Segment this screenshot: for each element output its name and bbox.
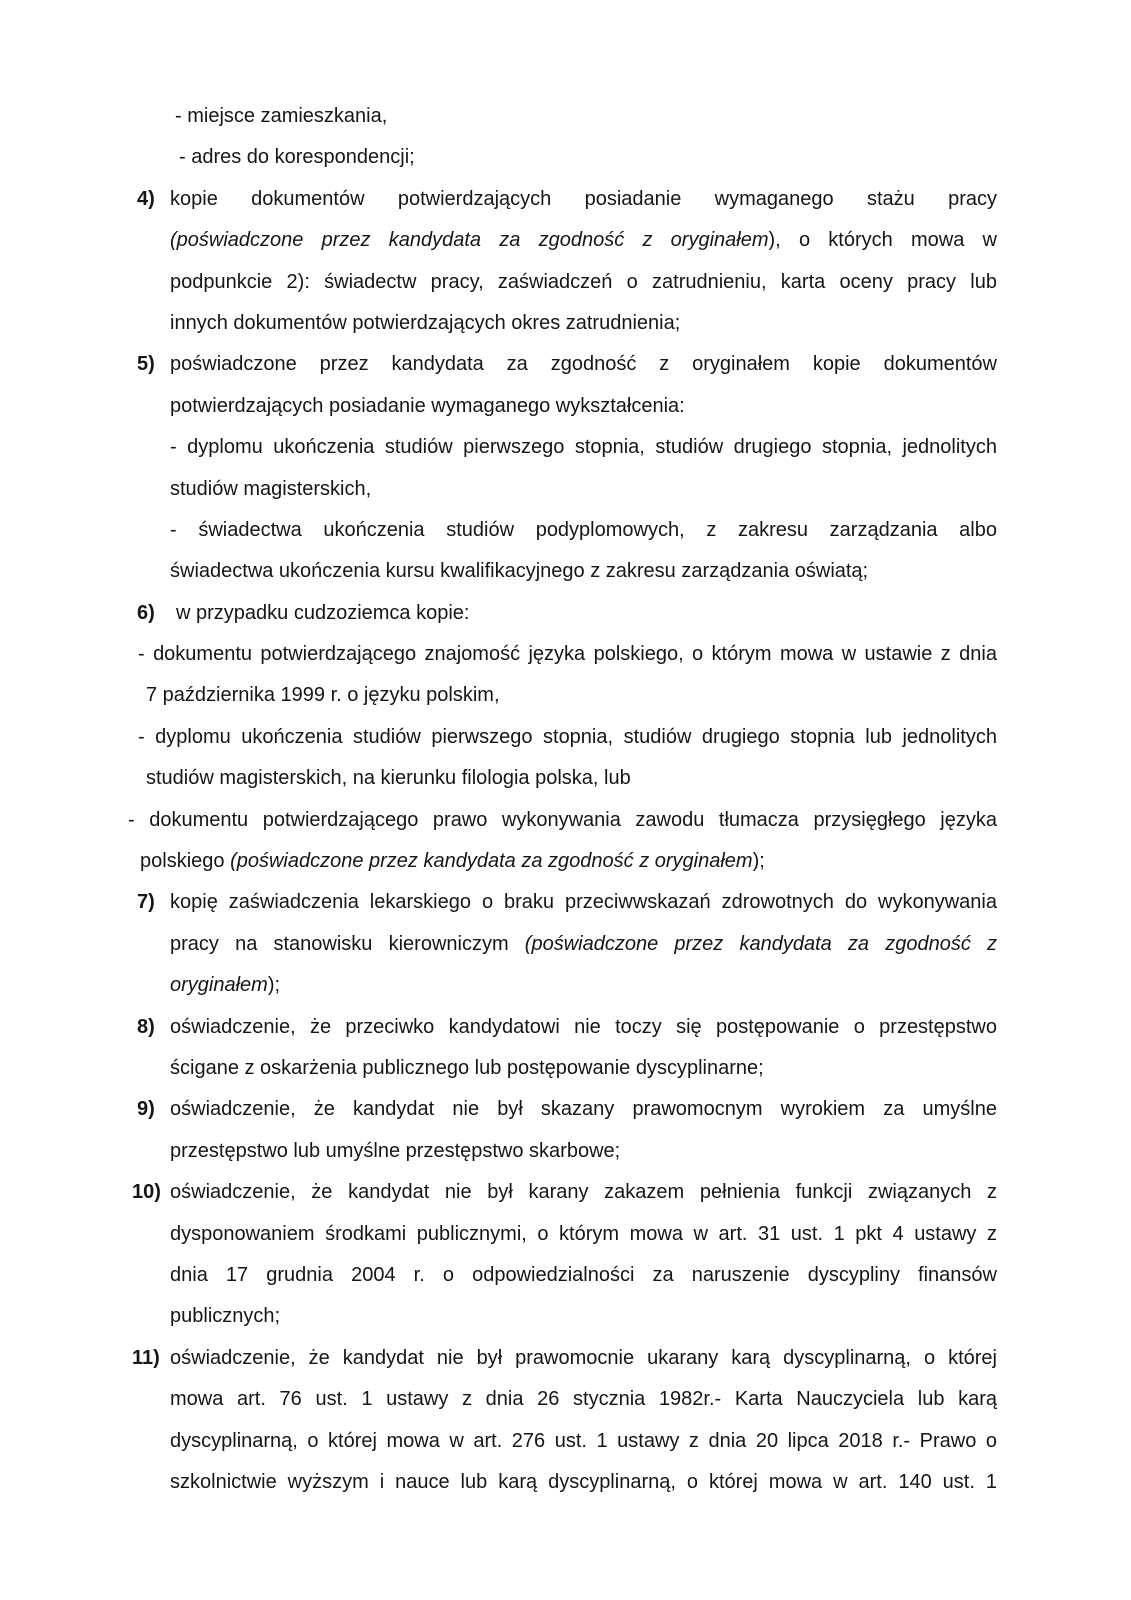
text-line-content <box>176 602 469 624</box>
text-line-content <box>170 188 997 210</box>
text-segment: ), o których mowa w <box>768 229 998 252</box>
text-line-content <box>170 1016 997 1038</box>
list-item-9 <box>137 1089 997 1172</box>
text-segment: w przypadku cudzoziemca kopie: <box>176 601 470 624</box>
text-line <box>146 758 997 799</box>
text-segment: - adres do korespondencji; <box>179 146 415 169</box>
list-number: 4) <box>137 187 155 210</box>
list-item-10 <box>132 1172 997 1338</box>
list-item-5 <box>137 344 997 427</box>
text-segment: - miejsce zamieszkania, <box>175 105 388 127</box>
text-line <box>138 634 997 675</box>
text-line-content <box>128 809 997 831</box>
text-line <box>138 717 997 758</box>
text-line <box>170 1421 997 1462</box>
text-line <box>170 551 997 592</box>
text-segment: pracy na stanowisku kierowniczym <box>170 932 525 955</box>
text-line-content <box>170 353 997 375</box>
text-line <box>170 1255 997 1296</box>
text-line <box>170 1131 997 1172</box>
list-item-7 <box>137 882 997 1006</box>
text-line <box>128 800 997 841</box>
dash-item <box>128 800 997 883</box>
text-line-content <box>170 1388 997 1410</box>
text-segment: świadectwa ukończenia kursu kwalifikacyjnego z zakresu zarządzania oświatą; <box>170 560 869 583</box>
text-segment: potwierdzających posiadanie wymaganego wykształcenia: <box>170 394 685 417</box>
text-line-content <box>170 1181 997 1203</box>
dash-item <box>170 427 997 510</box>
text-line-content <box>170 560 868 582</box>
text-segment: - dokumentu potwierdzającego znajomość języka polskiego, o którym mowa w ustawie z dnia <box>138 643 997 666</box>
text-line <box>170 220 997 261</box>
text-line-content <box>170 933 997 955</box>
text-line-content <box>175 105 387 127</box>
text-line <box>170 1089 997 1130</box>
text-line-content <box>170 229 997 251</box>
list-item-11 <box>132 1338 997 1504</box>
text-line-content <box>138 726 997 748</box>
text-line-content <box>170 1430 997 1452</box>
text-segment: - dyplomu ukończenia studiów pierwszego stopnia, studiów drugiego stopnia, jednolitych <box>170 436 997 459</box>
text-line <box>170 1172 997 1213</box>
text-line-content <box>170 891 997 913</box>
text-line <box>170 1214 997 1255</box>
list-number: 5) <box>137 353 155 376</box>
text-segment: podpunkcie 2): świadectw pracy, zaświadczeń o zatrudnieniu, karta oceny pracy lub <box>170 270 997 293</box>
list-number: 11) <box>132 1346 160 1369</box>
text-segment: - dokumentu potwierdzającego prawo wykonywania zawodu tłumacza przysięgłego języka <box>128 808 997 831</box>
text-segment: - świadectwa ukończenia studiów podyplomowych, z zakresu zarządzania albo <box>170 518 997 541</box>
text-line-content <box>170 1305 280 1327</box>
text-line-content <box>140 850 765 872</box>
italic-text-segment: oryginałem <box>170 974 268 997</box>
text-segment: poświadczone przez kandydata za zgodność z oryginałem kopie dokumentów <box>170 353 997 376</box>
text-line-content <box>170 1471 997 1493</box>
text-line-content <box>170 1347 997 1369</box>
text-segment: publicznych; <box>170 1305 281 1328</box>
list-number: 10) <box>132 1181 161 1204</box>
text-segment: oświadczenie, że kandydat nie był karany zakazem pełnienia funkcji związanych z <box>170 1181 997 1204</box>
text-segment: polskiego <box>140 850 231 873</box>
text-line <box>170 1007 997 1048</box>
text-segment: mowa art. 76 ust. 1 ustawy z dnia 26 stycznia 1982r.- Karta Nauczyciela lub karą <box>170 1388 997 1411</box>
text-segment: szkolnictwie wyższym i nauce lub karą dyscyplinarną, o której mowa w art. 140 ust. 1 <box>170 1470 997 1493</box>
text-line <box>175 96 997 137</box>
text-segment: innych dokumentów potwierdzających okres zatrudnienia; <box>170 311 681 334</box>
dash-item <box>175 96 997 137</box>
text-line <box>170 179 997 220</box>
text-segment: przestępstwo lub umyślne przestępstwo skarbowe; <box>170 1139 621 1162</box>
text-segment: oświadczenie, że kandydat nie był prawomocnie ukarany karą dyscyplinarną, o której <box>170 1346 997 1369</box>
dash-item <box>179 137 997 178</box>
text-segment: studiów magisterskich, na kierunku filologia polska, lub <box>146 767 631 790</box>
text-line <box>146 675 997 716</box>
text-segment: oświadczenie, że kandydat nie był skazany prawomocnym wyrokiem za umyślne <box>170 1098 997 1121</box>
text-line-content <box>170 1223 997 1245</box>
text-segment: ); <box>267 974 281 997</box>
text-line <box>170 1379 997 1420</box>
text-line <box>170 1296 997 1337</box>
text-line <box>170 924 997 965</box>
text-line-content <box>170 519 997 541</box>
list-item-6 <box>137 593 997 634</box>
text-segment: dysponowaniem środkami publicznymi, o którym mowa w art. 31 ust. 1 pkt 4 ustawy z <box>170 1222 997 1245</box>
list-item-8 <box>137 1007 997 1090</box>
text-line-content <box>170 974 280 996</box>
list-number: 6) <box>137 601 155 624</box>
text-segment: dyscyplinarną, o której mowa w art. 276 ust. 1 ustawy z dnia 20 lipca 2018 r.- Prawo o <box>170 1429 997 1452</box>
dash-item <box>138 717 997 800</box>
text-line-content <box>170 271 997 293</box>
text-line <box>170 1338 997 1379</box>
text-line-content <box>170 478 371 500</box>
text-line <box>140 841 997 882</box>
text-segment: ścigane z oskarżenia publicznego lub postępowanie dyscyplinarne; <box>170 1056 764 1079</box>
text-segment: ); <box>752 850 765 873</box>
text-segment: dnia 17 grudnia 2004 r. o odpowiedzialności za naruszenie dyscypliny finansów <box>170 1263 997 1286</box>
text-segment: studiów magisterskich, <box>170 477 372 500</box>
list-number: 9) <box>137 1098 155 1121</box>
text-line <box>170 510 997 551</box>
text-line <box>170 1462 997 1503</box>
text-line-content <box>170 436 997 458</box>
italic-text-segment: (poświadczone przez kandydata za zgodność z <box>524 932 997 955</box>
text-line-content <box>170 1140 620 1162</box>
text-line-content <box>170 1098 997 1120</box>
text-line <box>170 469 997 510</box>
text-line <box>170 965 997 1006</box>
text-line-content <box>170 1264 997 1286</box>
italic-text-segment: (poświadczone przez kandydata za zgodność z oryginałem <box>170 229 769 252</box>
text-line-content <box>138 643 997 665</box>
text-line-content <box>179 146 415 168</box>
text-line <box>170 427 997 468</box>
text-line <box>170 303 997 344</box>
text-line <box>170 882 997 923</box>
text-line-content <box>170 395 685 417</box>
text-segment: oświadczenie, że przeciwko kandydatowi nie toczy się postępowanie o przestępstwo <box>170 1015 997 1038</box>
text-line-content <box>146 767 631 789</box>
text-line <box>179 137 997 178</box>
dash-item <box>170 510 997 593</box>
text-segment: 7 października 1999 r. o języku polskim, <box>146 684 500 707</box>
list-number: 7) <box>137 891 155 914</box>
text-line-content <box>146 684 500 706</box>
text-line <box>176 593 997 634</box>
italic-text-segment: (poświadczone przez kandydata za zgodność z oryginałem <box>230 850 753 873</box>
text-line <box>170 262 997 303</box>
text-segment: - dyplomu ukończenia studiów pierwszego stopnia, studiów drugiego stopnia lub jednolitych <box>138 725 997 748</box>
text-segment: kopie dokumentów potwierdzających posiadanie wymaganego stażu pracy <box>170 187 997 210</box>
text-segment: kopię zaświadczenia lekarskiego o braku przeciwwskazań zdrowotnych do wykonywania <box>170 891 997 914</box>
text-line <box>170 386 997 427</box>
text-line-content <box>170 1057 764 1079</box>
text-line-content <box>170 312 680 334</box>
list-item-4 <box>137 179 998 345</box>
text-line <box>170 1048 997 1089</box>
list-number: 8) <box>137 1015 155 1038</box>
text-line <box>170 344 997 385</box>
dash-item <box>138 634 997 717</box>
